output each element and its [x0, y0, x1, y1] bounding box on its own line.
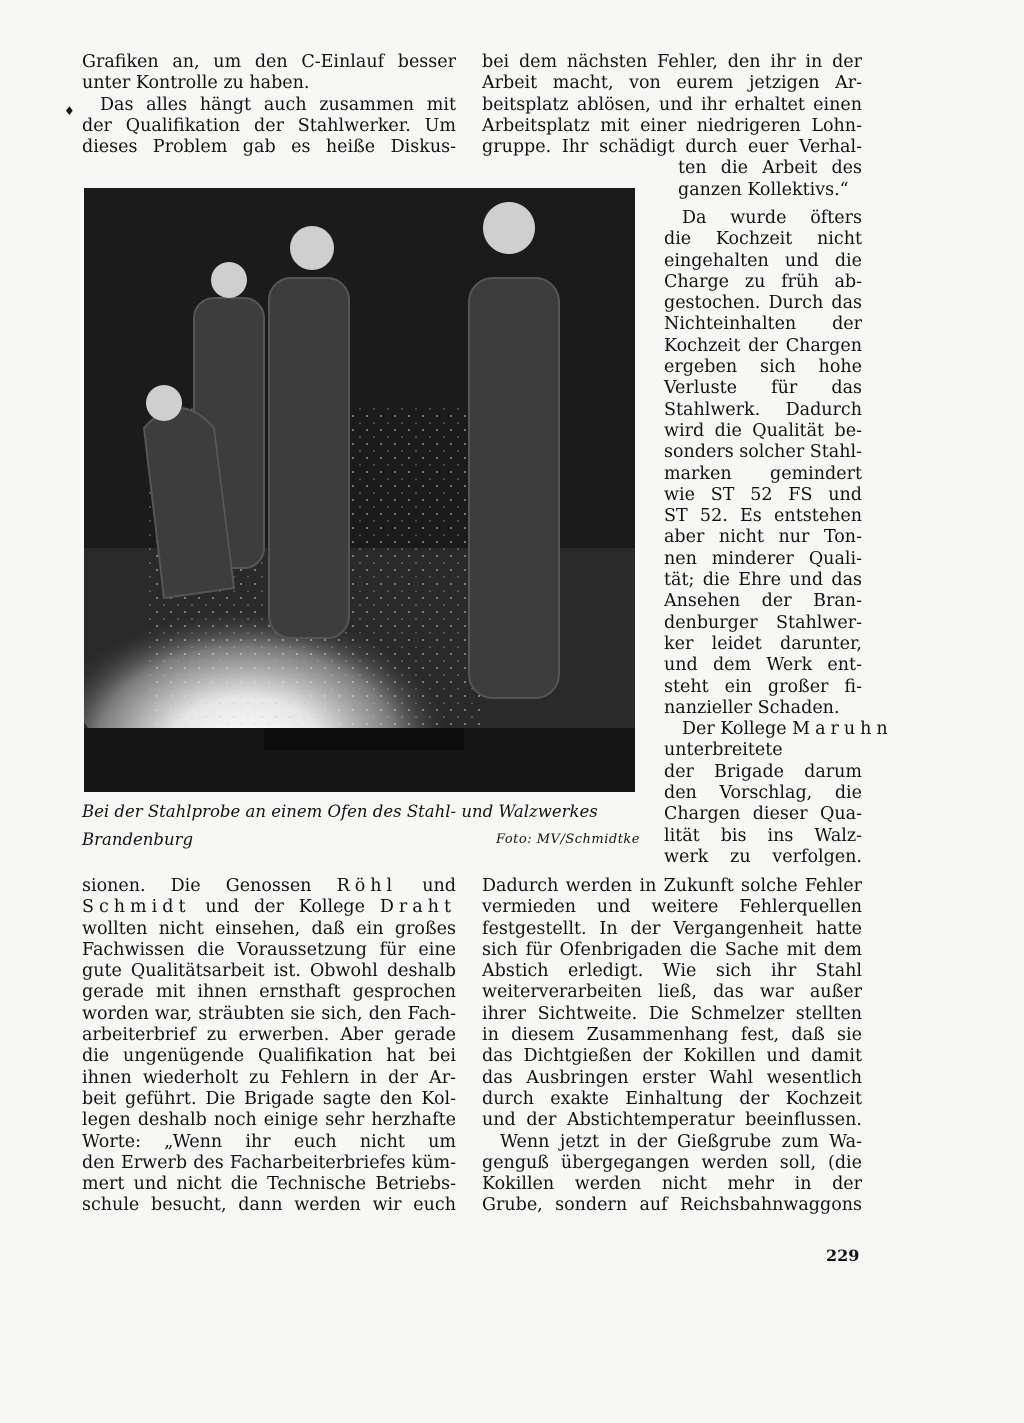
text-line: tät; die Ehre und das: [664, 570, 862, 591]
text-line: wollten nicht einsehen, daß ein großes: [82, 918, 456, 939]
text-line: [82, 897, 456, 918]
text-line: [664, 719, 893, 740]
text-line: nanzieller Schaden.: [664, 697, 840, 718]
text-line: gerade mit ihnen ernsthaft gesprochen: [82, 982, 456, 1003]
text-line: in diesem Zusammenhang fest, daß sie: [482, 1025, 862, 1046]
text-line: beitsplatz ablösen, und ihr erhaltet einen: [482, 94, 862, 115]
right-column-top: [482, 52, 862, 201]
text-line: das Ausbringen erster Wahl wesentlich: [482, 1067, 862, 1088]
caption-place: Brandenburg: [82, 830, 194, 849]
text-line: legen deshalb noch einige sehr herzhafte: [82, 1110, 456, 1131]
text-line: ganzen Kollektivs.“: [678, 179, 849, 200]
text-line: Wenn jetzt in der Gießgrube zum Wa-: [500, 1131, 862, 1152]
margin-mark-icon: ♦: [64, 104, 75, 118]
text-line: genguß übergegangen werden soll, (die: [482, 1152, 862, 1173]
text-line: ker leidet darunter,: [664, 633, 862, 654]
text-line: steht ein großer fi-: [664, 676, 862, 697]
text-line: nen minderer Quali-: [664, 548, 862, 569]
right-column-bottom: [482, 876, 862, 1217]
photo-steel-sampling: [84, 188, 635, 792]
text-line: ST 52. Es entstehen: [664, 506, 862, 527]
text-fragment: und der Kollege: [205, 897, 365, 918]
text-line: die ungenügende Qualifikation hat bei: [82, 1046, 456, 1067]
text-line: Grube, sondern auf Reichsbahnwaggons: [482, 1195, 862, 1216]
text-line: Abstich erledigt. Wie sich ihr Stahl: [482, 961, 862, 982]
text-line: sich für Ofenbrigaden die Sache mit dem: [482, 939, 862, 960]
text-line: Chargen dieser Qua-: [664, 804, 862, 825]
text-line: denburger Stahlwer-: [664, 612, 862, 633]
text-line: wird die Qualität be-: [664, 420, 862, 441]
text-line: Da wurde öfters: [682, 208, 862, 228]
text-line: [82, 876, 456, 897]
text-fragment: sionen. Die Genossen: [82, 876, 312, 896]
text-line: dieses Problem gab es heiße Diskus-: [82, 137, 456, 158]
text-line: beit geführt. Die Brigade sagte den Kol-: [82, 1088, 456, 1109]
right-column-narrow: [664, 208, 893, 868]
text-line: der Qualifikation der Stahlwerker. Um: [82, 115, 456, 136]
text-line: marken gemindert: [664, 463, 862, 484]
text-line: bei dem nächsten Fehler, den ihr in der: [482, 52, 862, 72]
person-name: Schmidt: [82, 897, 191, 918]
text-line: Das alles hängt auch zusammen mit: [100, 94, 456, 115]
text-line: gestochen. Durch das: [664, 293, 862, 314]
person-name: Draht: [379, 897, 456, 918]
text-line: und der Abstichtemperatur beeinflussen.: [482, 1110, 862, 1131]
caption-line: Bei der Stahlprobe an einem Ofen des Stahl- und Walzwerkes: [82, 802, 598, 821]
text-line: der Brigade darum: [664, 761, 862, 782]
text-fragment: Der Kollege: [682, 719, 787, 740]
text-line: ten die Arbeit des: [678, 158, 862, 179]
text-line: vermieden und weitere Fehlerquellen: [482, 897, 862, 918]
text-line: sonders solcher Stahl-: [664, 442, 862, 463]
left-column-bottom: [82, 876, 456, 1217]
text-line: den Erwerb des Facharbeiterbriefes küm-: [82, 1152, 456, 1173]
text-line: unterbreitete: [664, 740, 783, 761]
text-fragment: und: [422, 876, 456, 896]
text-line: die Kochzeit nicht: [664, 229, 862, 250]
text-line: arbeiterbrief zu erwerben. Aber gerade: [82, 1025, 456, 1046]
page-number: 229: [826, 1246, 860, 1265]
text-line: Arbeit macht, von eurem jetzigen Ar-: [482, 73, 862, 94]
text-line: schule besucht, dann werden wir euch: [82, 1195, 456, 1216]
text-line: Nichteinhalten der: [664, 314, 862, 335]
text-line: Charge zu früh ab-: [664, 271, 862, 292]
text-line: werk zu verfolgen.: [664, 846, 862, 867]
text-line: unter Kontrolle zu haben.: [82, 73, 310, 94]
text-line: Arbeitsplatz mit einer niedrigeren Lohn-: [482, 115, 862, 136]
text-line: Grafiken an, um den C-Einlauf besser: [82, 52, 456, 72]
text-line: wie ST 52 FS und: [664, 484, 862, 505]
text-line: aber nicht nur Ton-: [664, 527, 862, 548]
text-line: lität bis ins Walz-: [664, 825, 862, 846]
text-line: weiterverarbeiten ließ, das war außer: [482, 982, 862, 1003]
text-line: ergeben sich hohe: [664, 357, 862, 378]
text-line: ihnen wiederholt zu Fehlern in der Ar-: [82, 1067, 456, 1088]
text-line: Stahlwerk. Dadurch: [664, 399, 862, 420]
text-line: gruppe. Ihr schädigt durch euer Verhal-: [482, 137, 862, 158]
photo-credit: Foto: MV/Schmidtke: [496, 832, 640, 847]
text-line: Ansehen der Bran-: [664, 591, 862, 612]
text-line: durch exakte Einhaltung der Kochzeit: [482, 1088, 862, 1109]
text-line: festgestellt. In der Vergangenheit hatte: [482, 918, 862, 939]
person-name: Röhl: [336, 876, 398, 896]
text-line: gute Qualitätsarbeit ist. Obwohl deshalb: [82, 961, 456, 982]
text-line: ihrer Sichtweite. Die Schmelzer stellten: [482, 1003, 862, 1024]
text-line: mert und nicht die Technische Betriebs-: [82, 1174, 456, 1195]
text-line: Dadurch werden in Zukunft solche Fehler: [482, 876, 862, 896]
text-line: und dem Werk ent-: [664, 655, 862, 676]
text-line: Fachwissen die Voraussetzung für eine: [82, 939, 456, 960]
person-name: Maruhn: [792, 719, 893, 740]
text-line: Worte: „Wenn ihr euch nicht um: [82, 1131, 456, 1152]
text-line: Kokillen werden nicht mehr in der: [482, 1174, 862, 1195]
text-line: den Vorschlag, die: [664, 783, 862, 804]
text-line: eingehalten und die: [664, 250, 862, 271]
text-line: worden war, sträubten sie sich, den Fach-: [82, 1003, 456, 1024]
caption-line-2: [82, 826, 642, 854]
text-line: das Dichtgießen der Kokillen und damit: [482, 1046, 862, 1067]
left-column-top: [82, 52, 456, 158]
text-line: Kochzeit der Chargen: [664, 335, 862, 356]
text-line: Verluste für das: [664, 378, 862, 399]
photo-caption: [82, 798, 642, 854]
